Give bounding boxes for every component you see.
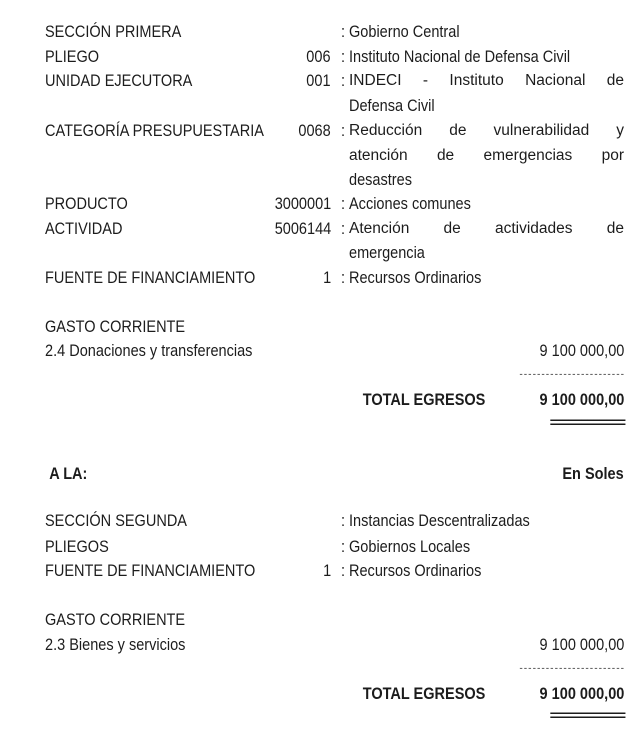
item-amount: 9 100 000,00 — [539, 342, 624, 360]
row-code: 001 — [306, 72, 331, 90]
row-label: PLIEGO — [45, 48, 100, 66]
row-value: atención de emergencias por — [349, 147, 624, 164]
total-double-rule: ============ — [549, 416, 624, 432]
row-code: 3000001 — [274, 195, 331, 213]
subtotal-rule: ------------------------ — [518, 370, 624, 380]
row-colon: : — [341, 562, 346, 580]
total-amount: 9 100 000,00 — [539, 685, 624, 703]
row-code: 1 — [322, 562, 331, 580]
row-label: CATEGORÍA PRESUPUESTARIA — [45, 122, 264, 140]
row-code: 0068 — [298, 122, 331, 140]
row-colon: : — [341, 23, 346, 41]
row-label: SECCIÓN SEGUNDA — [45, 512, 187, 530]
row-value: Instancias Descentralizadas — [349, 512, 530, 530]
row-code: 006 — [306, 48, 331, 66]
currency-label: En Soles — [562, 465, 624, 483]
subtotal-rule: ------------------------ — [518, 664, 624, 674]
row-colon: : — [341, 512, 346, 530]
row-colon: : — [341, 220, 346, 238]
row-label: PRODUCTO — [45, 195, 128, 213]
row-colon: : — [341, 122, 346, 140]
row-value: Defensa Civil — [349, 97, 435, 115]
row-label: ACTIVIDAD — [45, 220, 123, 238]
row-value: Reducción de vulnerabilidad y — [349, 122, 624, 139]
row-colon: : — [341, 538, 346, 556]
row-value: INDECI - Instituto Nacional de — [349, 72, 624, 89]
row-code: 5006144 — [274, 220, 331, 238]
row-colon: : — [341, 72, 346, 90]
row-value: Recursos Ordinarios — [349, 269, 482, 287]
row-label: FUENTE DE FINANCIAMIENTO — [45, 562, 256, 580]
row-value: Gobierno Central — [349, 23, 460, 41]
row-label: SECCIÓN PRIMERA — [45, 23, 182, 41]
row-value: Atención de actividades de — [349, 220, 624, 237]
item-label: 2.3 Bienes y servicios — [45, 636, 186, 654]
total-label: TOTAL EGRESOS — [362, 685, 485, 703]
row-colon: : — [341, 48, 346, 66]
gasto-corriente-label: GASTO CORRIENTE — [45, 318, 186, 336]
total-double-rule: ============ — [549, 709, 624, 725]
item-amount: 9 100 000,00 — [539, 636, 624, 654]
row-code: 1 — [322, 269, 331, 287]
gasto-corriente-label: GASTO CORRIENTE — [45, 611, 186, 629]
row-colon: : — [341, 195, 346, 213]
row-value: Acciones comunes — [349, 195, 471, 213]
row-label: UNIDAD EJECUTORA — [45, 72, 193, 90]
row-value: Gobiernos Locales — [349, 538, 471, 556]
a-la-heading: A LA: — [48, 465, 87, 483]
row-value: desastres — [349, 171, 412, 189]
row-colon: : — [341, 269, 346, 287]
total-label: TOTAL EGRESOS — [362, 391, 485, 409]
row-value: emergencia — [349, 244, 425, 262]
row-label: PLIEGOS — [45, 538, 109, 556]
row-value: Recursos Ordinarios — [349, 562, 482, 580]
total-amount: 9 100 000,00 — [539, 391, 624, 409]
item-label: 2.4 Donaciones y transferencias — [45, 342, 253, 360]
row-label: FUENTE DE FINANCIAMIENTO — [45, 269, 256, 287]
row-value: Instituto Nacional de Defensa Civil — [349, 48, 571, 66]
